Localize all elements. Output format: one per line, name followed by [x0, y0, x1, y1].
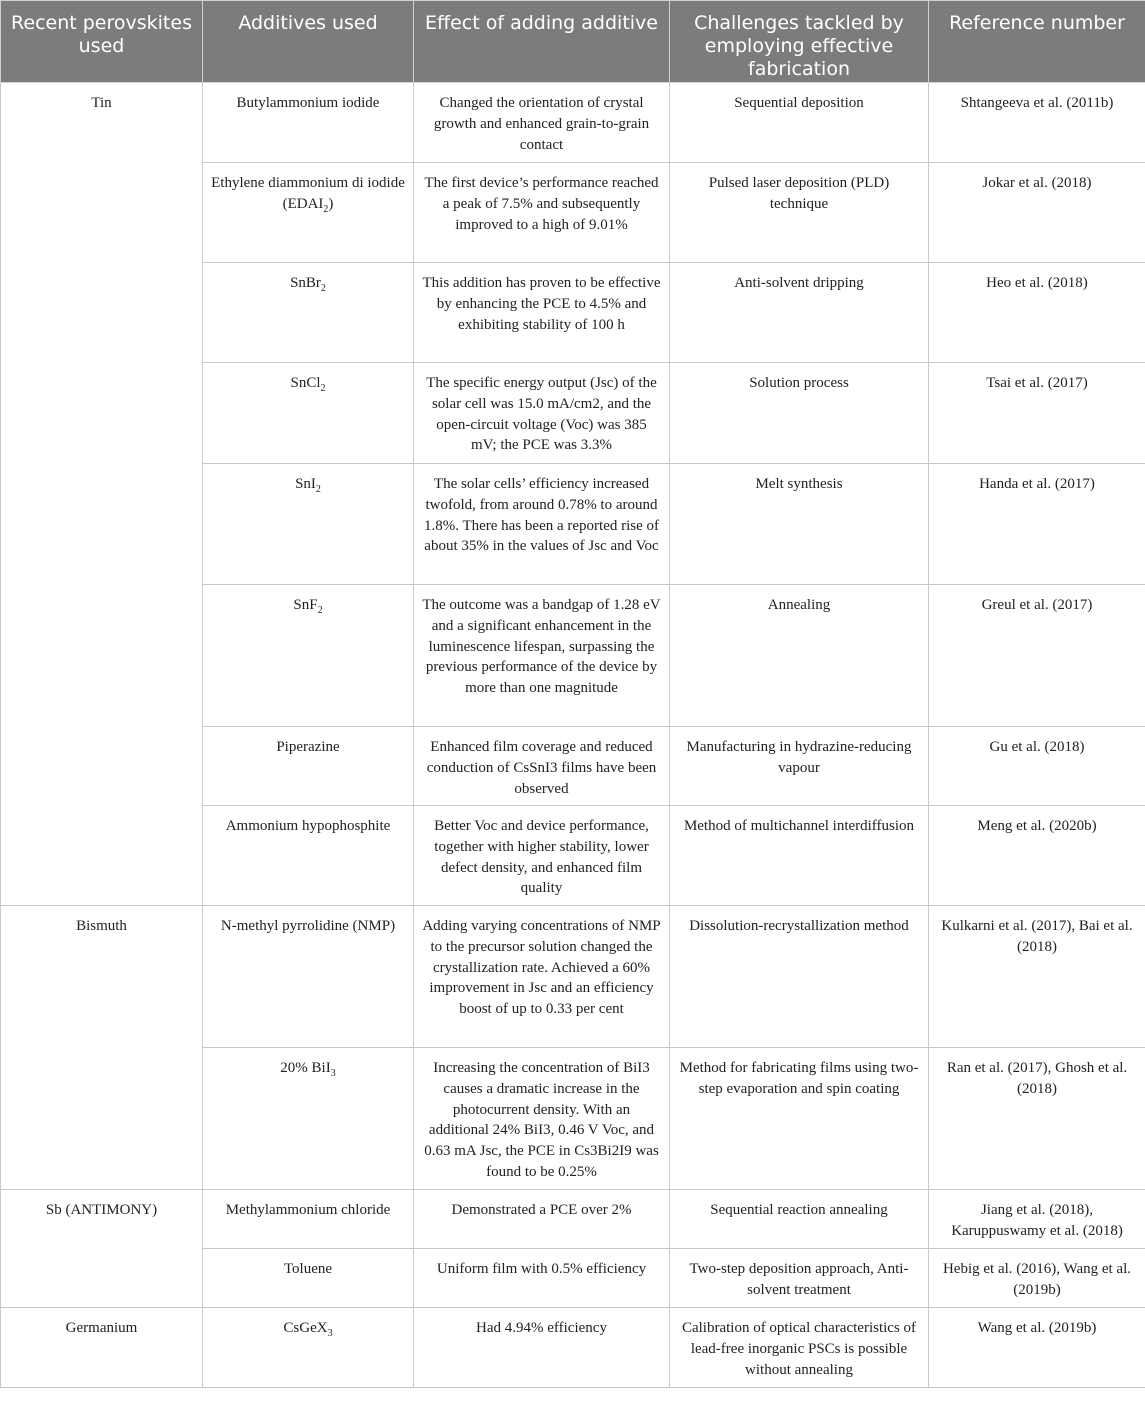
challenge-cell: Annealing [670, 585, 929, 727]
effect-cell: The solar cells’ efficiency increased twofold, from around 0.78% to around 1.8%. There has been a reported rise of about 35% in the values of Jsc and Voc [414, 464, 670, 585]
reference-cell: Hebig et al. (2016), Wang et al. (2019b) [929, 1249, 1145, 1308]
reference-cell: Greul et al. (2017) [929, 585, 1145, 727]
header-row [1, 1, 1145, 83]
perovskite-group-cell: Germanium [1, 1308, 203, 1388]
reference-cell: Ran et al. (2017), Ghosh et al. (2018) [929, 1048, 1145, 1190]
column-header: Additives used [203, 1, 414, 83]
reference-cell: Shtangeeva et al. (2011b) [929, 83, 1145, 163]
effect-cell: Uniform film with 0.5% efficiency [414, 1249, 670, 1308]
challenge-cell: Sequential deposition [670, 83, 929, 163]
effect-cell: The outcome was a bandgap of 1.28 eV and a significant enhancement in the luminescence lifespan, surpassing the previous performance of the device by more than one magnitude [414, 585, 670, 727]
effect-cell: Had 4.94% efficiency [414, 1308, 670, 1388]
effect-cell: The first device’s performance reached a peak of 7.5% and subsequently improved to a high of 9.01% [414, 163, 670, 263]
column-header: Recent perovskites used [1, 1, 203, 83]
challenge-cell: Pulsed laser deposition (PLD) technique [670, 163, 929, 263]
additive-cell: Ammonium hypophosphite [203, 806, 414, 906]
reference-cell: Kulkarni et al. (2017), Bai et al. (2018) [929, 906, 1145, 1048]
additive-cell: Butylammonium iodide [203, 83, 414, 163]
additive-cell: SnF$_2$ [203, 585, 414, 727]
reference-cell: Jiang et al. (2018), Karuppuswamy et al. (2018) [929, 1190, 1145, 1249]
challenge-cell: Dissolution-recrystallization method [670, 906, 929, 1048]
additive-cell: CsGeX$_3$ [203, 1308, 414, 1388]
additive-cell: N-methyl pyrrolidine (NMP) [203, 906, 414, 1048]
additive-cell: Ethylene diammonium di iodide $(EDAI_2)$ [203, 163, 414, 263]
effect-cell: Better Voc and device performance, together with higher stability, lower defect density, and enhanced film quality [414, 806, 670, 906]
additive-cell: SnBr$_2$ [203, 263, 414, 363]
reference-cell: Jokar et al. (2018) [929, 163, 1145, 263]
challenge-cell: Method for fabricating films using two-step evaporation and spin coating [670, 1048, 929, 1190]
additive-cell: Piperazine [203, 727, 414, 806]
effect-cell: Adding varying concentrations of NMP to the precursor solution changed the crystallization rate. Achieved a 60% improvement in Jsc and an efficiency boost of up to 0.33 per cent [414, 906, 670, 1048]
challenge-cell: Anti-solvent dripping [670, 263, 929, 363]
table-row [1, 906, 1145, 1048]
effect-cell: This addition has proven to be effective by enhancing the PCE to 4.5% and exhibiting stability of 100 h [414, 263, 670, 363]
column-header: Reference number [929, 1, 1145, 83]
table-row [1, 1190, 1145, 1249]
perovskite-group-cell: Bismuth [1, 906, 203, 1190]
reference-cell: Heo et al. (2018) [929, 263, 1145, 363]
additive-cell: Methylammonium chloride [203, 1190, 414, 1249]
additive-cell: SnCl$_2$ [203, 363, 414, 464]
perovskite-group-cell: Tin [1, 83, 203, 906]
reference-cell: Gu et al. (2018) [929, 727, 1145, 806]
effect-cell: Demonstrated a PCE over 2% [414, 1190, 670, 1249]
effect-cell: Changed the orientation of crystal growth and enhanced grain-to-grain contact [414, 83, 670, 163]
challenge-cell: Method of multichannel interdiffusion [670, 806, 929, 906]
challenge-cell: Sequential reaction annealing [670, 1190, 929, 1249]
additive-cell: 20% BiI$_3$ [203, 1048, 414, 1190]
reference-cell: Handa et al. (2017) [929, 464, 1145, 585]
perovskite-group-cell: Sb (ANTIMONY) [1, 1190, 203, 1308]
column-header: Challenges tackled by employing effective fabrication [670, 1, 929, 83]
challenge-cell: Melt synthesis [670, 464, 929, 585]
challenge-cell: Manufacturing in hydrazine-reducing vapour [670, 727, 929, 806]
challenge-cell: Calibration of optical characteristics of lead-free inorganic PSCs is possible without annealing [670, 1308, 929, 1388]
table-row [1, 83, 1145, 163]
additive-cell: Toluene [203, 1249, 414, 1308]
column-header: Effect of adding additive [414, 1, 670, 83]
reference-cell: Tsai et al. (2017) [929, 363, 1145, 464]
effect-cell: Increasing the concentration of BiI3 causes a dramatic increase in the photocurrent density. With an additional 24% BiI3, 0.46 V Voc, and 0.63 mA Jsc, the PCE in Cs3Bi2I9 was found to be 0.25% [414, 1048, 670, 1190]
challenge-cell: Solution process [670, 363, 929, 464]
reference-cell: Meng et al. (2020b) [929, 806, 1145, 906]
challenge-cell: Two-step deposition approach, Anti-solvent treatment [670, 1249, 929, 1308]
reference-cell: Wang et al. (2019b) [929, 1308, 1145, 1388]
effect-cell: Enhanced film coverage and reduced conduction of CsSnI3 films have been observed [414, 727, 670, 806]
additive-cell: SnI$_2$ [203, 464, 414, 585]
table-row [1, 1308, 1145, 1388]
effect-cell: The specific energy output (Jsc) of the solar cell was 15.0 mA/cm2, and the open-circuit voltage (Voc) was 385 mV; the PCE was 3.3% [414, 363, 670, 464]
